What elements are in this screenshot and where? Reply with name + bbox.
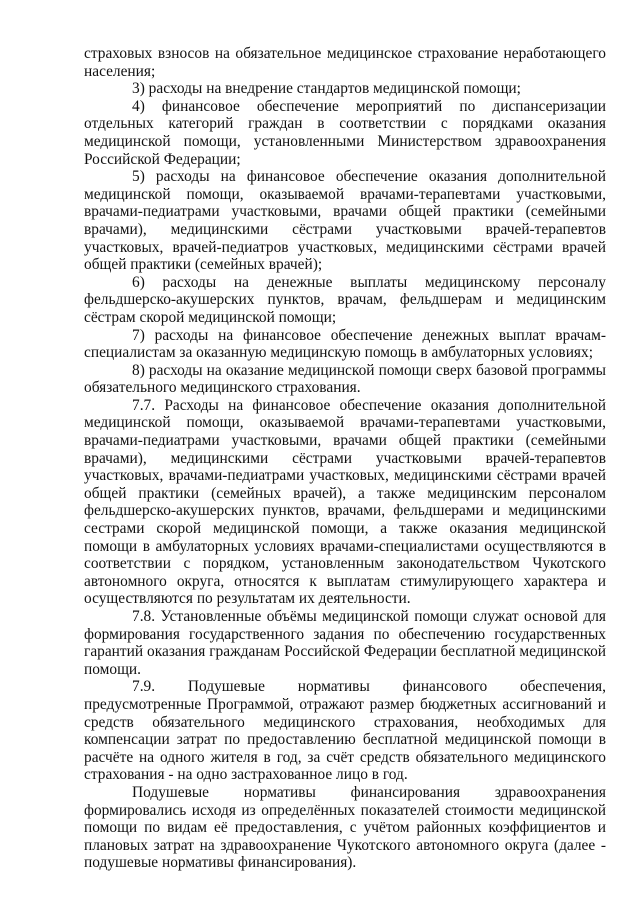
paragraph-per-capita-norms: Подушевые нормативы финансирования здравоохранения формировались исходя из определённых показателей стоимости медицинской помощи по видам её предоставления, с учётом районных коэффициентов и плановых затрат на здравоохранение Чукотского автономного округа (далее - подушевые нормативы финансирования). xyxy=(84,783,606,872)
document-body xyxy=(84,45,606,872)
paragraph-item-7: 7) расходы на финансовое обеспечение денежных выплат врачам-специалистам за оказанную медицинскую помощь в амбулаторных условиях; xyxy=(84,326,606,362)
paragraph-7-7: 7.7. Расходы на финансовое обеспечение оказания дополнительной медицинской помощи, оказываемой врачами-терапевтами участковыми, врачами-педиатрами участковыми, врачами общей практики (семейными врачами), медицинскими сёстрами участковыми врачей-терапевтов участковых, врачами-педиатрами участковых, медицинскими сёстрами врачей общей практики (семейных врачей), а также медицинским персоналом фельдшерско-акушерских пунктов, врачами, фельдшерами и медицинскими сестрами скорой медицинской помощи, а также оказания медицинской помощи в амбулаторных условиях врачами-специалистами осуществляются в соответствии с порядком, установленным законодательством Чукотского автономного округа, относятся к выплатам стимулирующего характера и осуществляются по результатам их деятельности. xyxy=(84,396,606,608)
paragraph-7-8: 7.8. Установленные объёмы медицинской помощи служат основой для формирования государственного задания по обеспечению государственных гарантий оказания гражданам Российской Федерации бесплатной медицинской помощи. xyxy=(84,608,606,678)
paragraph-continuation: страховых взносов на обязательное медицинское страхование неработающего населения; xyxy=(84,45,606,80)
paragraph-item-4: 4) финансовое обеспечение мероприятий по диспансеризации отдельных категорий граждан в соответствии с порядками оказания медицинской помощи, установленными Министерством здравоохранения Российской Федерации; xyxy=(84,97,606,168)
paragraph-7-9: 7.9. Подушевые нормативы финансового обеспечения, предусмотренные Программой, отражают размер бюджетных ассигнований и средств обязательного медицинского страхования, необходимых для компенсации затрат по предоставлению бесплатной медицинской помощи в расчёте на одного жителя в год, за счёт средств обязательного медицинского страхования - на одно застрахованное лицо в год. xyxy=(84,678,606,784)
paragraph-item-8: 8) расходы на оказание медицинской помощи сверх базовой программы обязательного медицинского страхования. xyxy=(84,361,606,397)
paragraph-item-6: 6) расходы на денежные выплаты медицинскому персоналу фельдшерско-акушерских пунктов, врачам, фельдшерам и медицинским сёстрам скорой медицинской помощи; xyxy=(84,273,606,326)
paragraph-item-5: 5) расходы на финансовое обеспечение оказания дополнительной медицинской помощи, оказываемой врачами-терапевтами участковыми, врачами-педиатрами участковыми, врачами общей практики (семейными врачами), медицинскими сёстрами участковыми врачей-терапевтов участковых, врачей-педиатров участковых, медицинскими сёстрами врачей общей практики (семейных врачей); xyxy=(84,168,606,274)
paragraph-item-3: 3) расходы на внедрение стандартов медицинской помощи; xyxy=(132,80,521,98)
